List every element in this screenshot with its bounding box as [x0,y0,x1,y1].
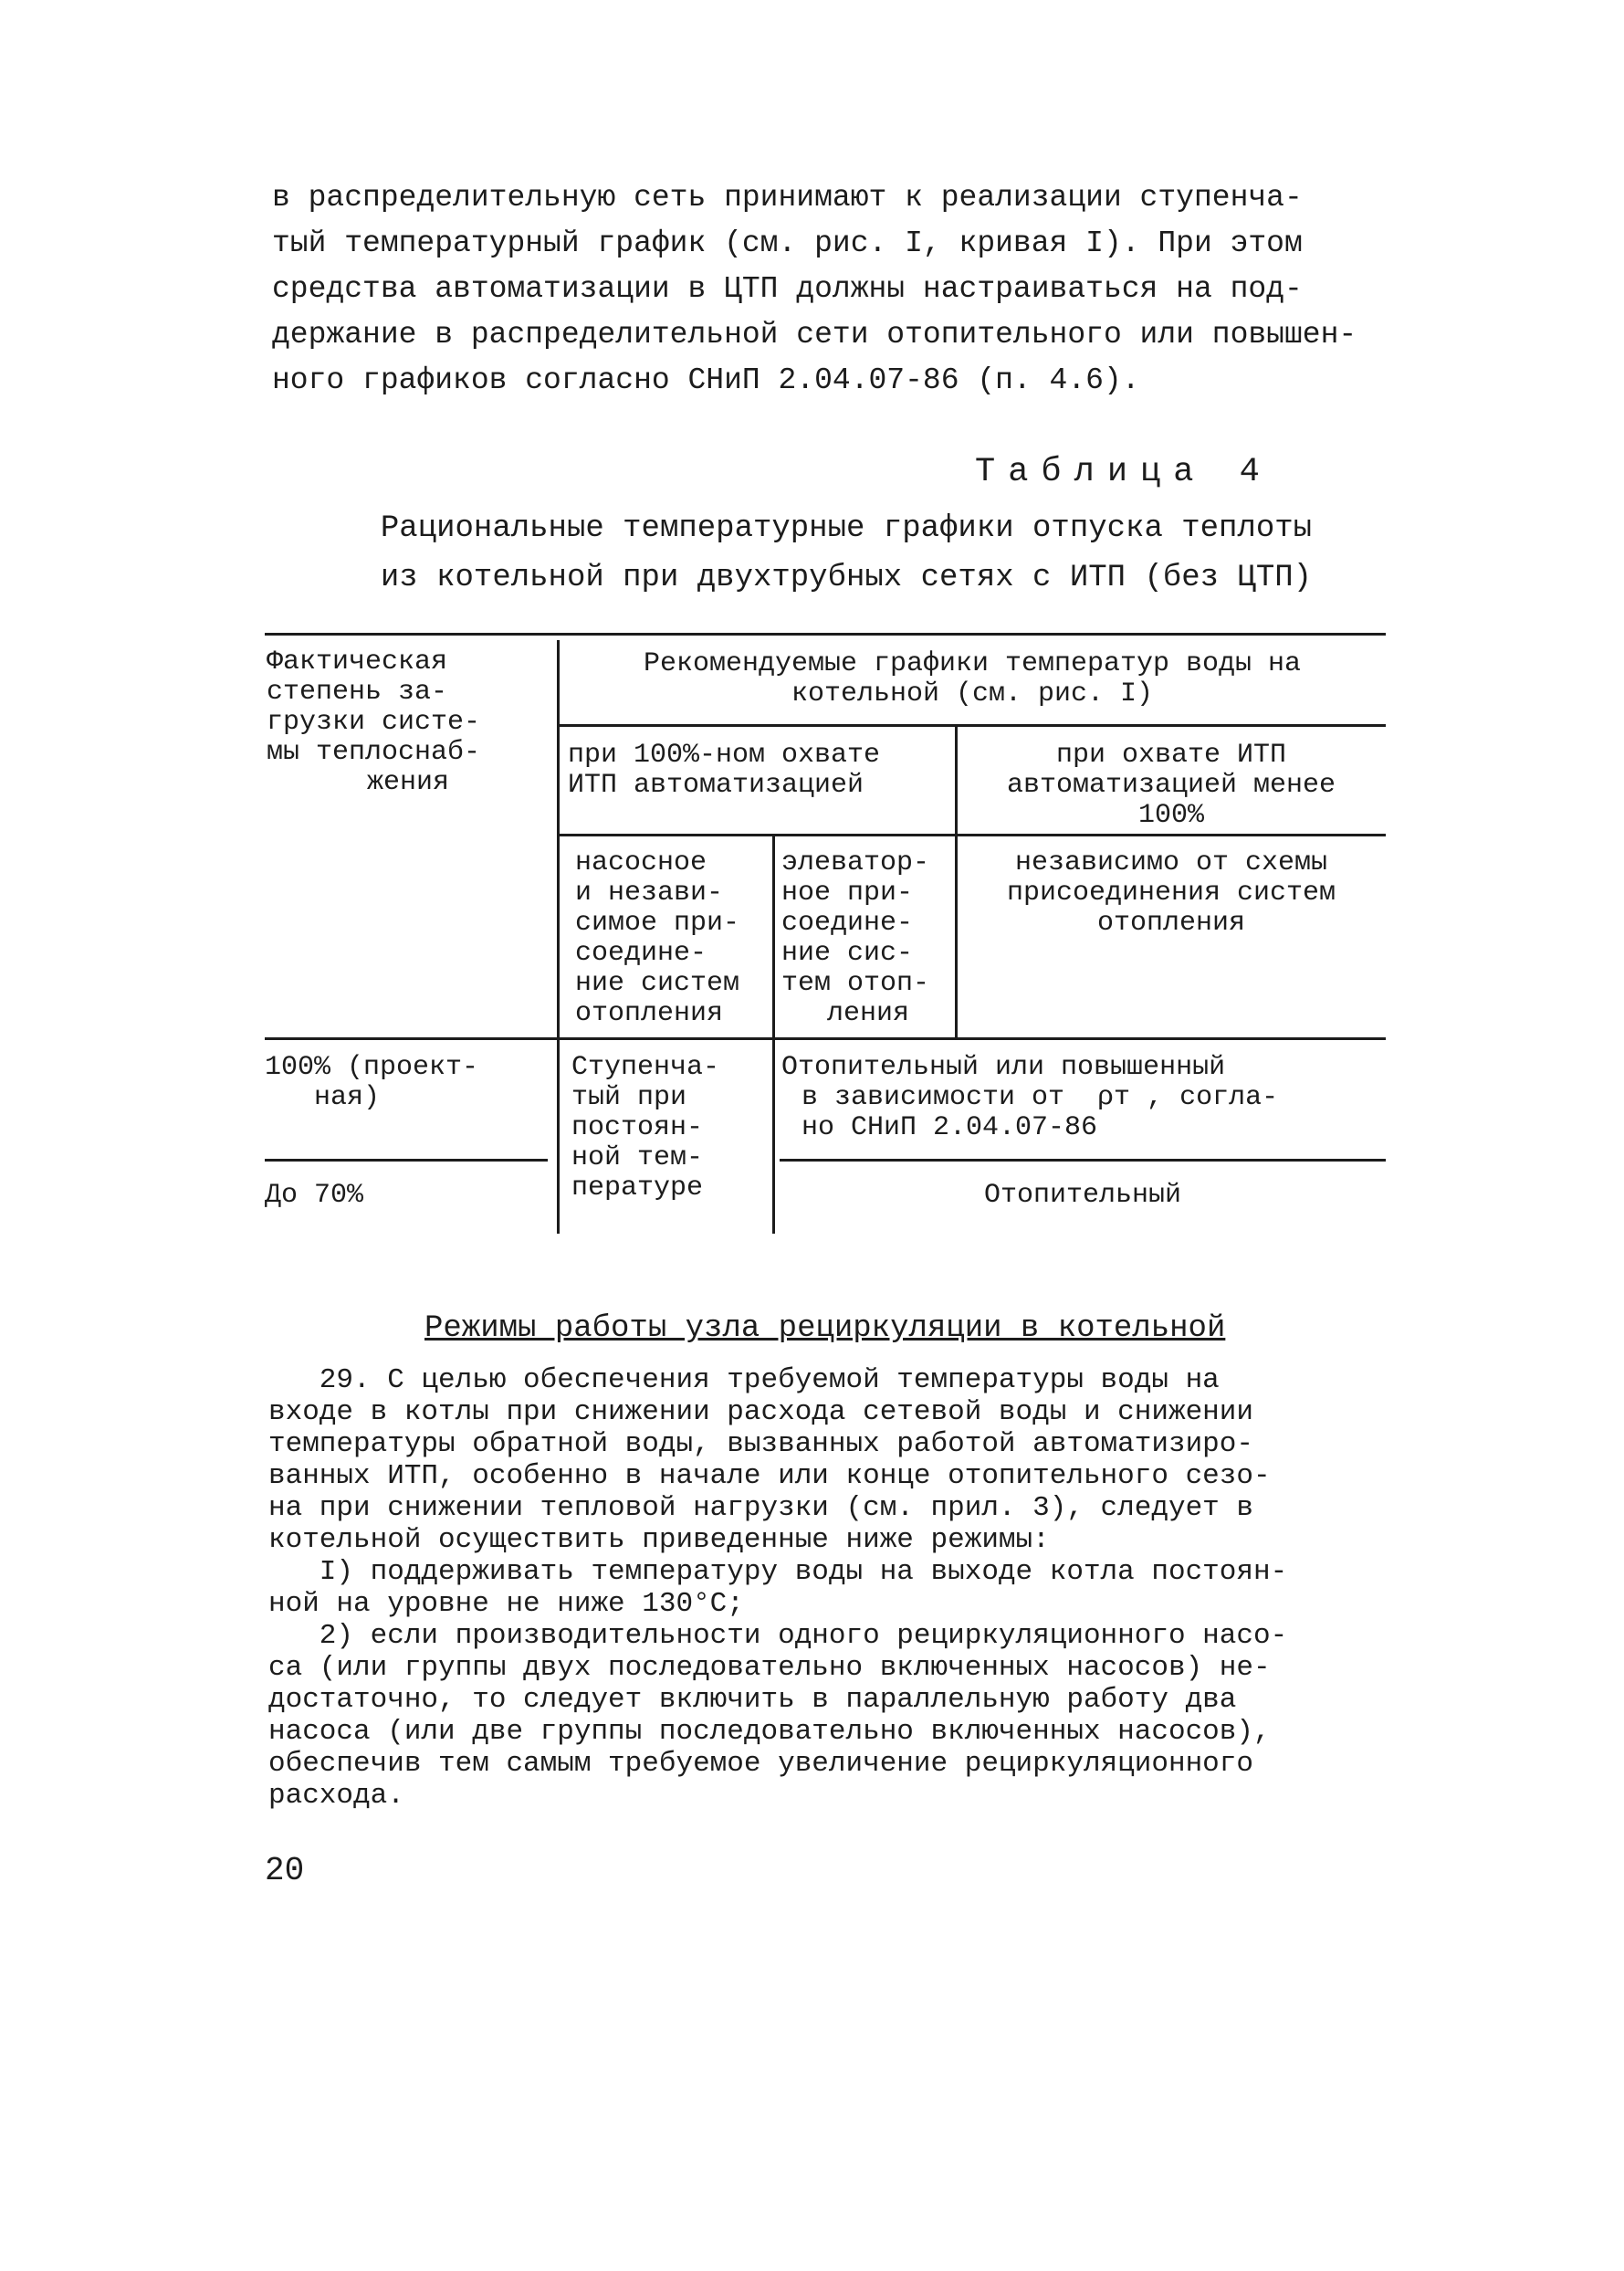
text-line: температуры обратной воды, вызванных работой автоматизиро- [268,1428,1253,1460]
page-number: 20 [265,1852,305,1889]
cell-line: ние систем [575,968,740,999]
header-load-degree [267,647,550,798]
cell-line: симое при- [575,908,740,939]
text-line: котельной осуществить приведенные ниже режимы: [268,1524,1050,1556]
cell-line: 100% [1137,800,1204,831]
text-line: са (или группы двух последовательно включенных насосов) не- [268,1652,1271,1684]
table-rule-row1-left [265,1159,548,1162]
cell-line: ной тем- [571,1142,704,1173]
header-recommended-schedules [566,649,1378,710]
cell-line: ное при- [781,878,914,909]
table-title [274,504,1419,603]
cell-line: ние сис- [781,938,914,969]
text-line: тый температурный график (см. рис. I, кривая I). При этом [272,226,1303,260]
cell-line: Рекомендуемые графики температур воды на [643,648,1302,679]
cell-line: тем отоп- [781,968,930,999]
header-partial-automation [959,741,1384,831]
section-heading: Режимы работы узла рециркуляции в котельной [424,1311,1226,1346]
intro-paragraph [272,175,1450,404]
cell-line: и незави- [575,878,724,909]
cell-line: мы теплоснаб- [267,737,481,768]
cell-line: жения [366,767,449,798]
cell-line: в зависимости от ρт , согла- [802,1082,1279,1113]
table-rule-top [265,633,1386,636]
cell-line: ная) [314,1082,381,1113]
cell-line: при охвате ИТП [1055,740,1287,771]
table-rule-col3 [955,724,958,1037]
cell-line: элеватор- [781,847,930,878]
header-full-automation [568,741,953,801]
text-line: расхода. [268,1780,404,1812]
cell-line: 100% (проект- [265,1052,479,1083]
cell-line: Ступенча- [571,1052,720,1083]
text-line: достаточно, то следует включить в параллельную работу два [268,1684,1237,1716]
section-body [268,1364,1428,1812]
cell-line: соедине- [781,908,914,939]
text-line: ванных ИТП, особенно в начале или конце отопительного сезо- [268,1460,1271,1492]
cell-line: отопления [1096,908,1246,939]
cell-line: постоян- [571,1112,704,1143]
cell-line: соедине- [575,938,707,969]
text-line: I) поддерживать температуру воды на выходе котла постоян- [268,1556,1288,1588]
row2-schedule-value: Отопительный [983,1180,1182,1211]
table-rule-group [557,724,1386,727]
cell-line: Фактическая [267,647,448,678]
stepped-schedule-cell [571,1053,770,1204]
row1-schedule-value [781,1053,1384,1143]
text-line: средства автоматизации в ЦТП должны настраиваться на под- [272,272,1303,306]
table-rule-header-bottom [265,1037,1386,1040]
table-title-line: из котельной при двухтрубных сетях с ИТП (без ЦТП) [380,561,1313,595]
cell-line: ИТП автоматизацией [568,770,864,801]
cell-line: тый при [571,1082,687,1113]
text-line: в распределительную сеть принимают к реализации ступенча- [272,181,1303,215]
cell-line: степень за- [267,677,448,708]
cell-line: присоединения систем [1006,878,1336,909]
cell-line: но СНиП 2.04.07-86 [802,1112,1098,1143]
text-line: ного графиков согласно СНиП 2.04.07-86 (п. 4.6). [272,363,1140,397]
text-line: ной на уровне не ниже 130°С; [268,1588,744,1620]
cell-line: ления [826,998,909,1029]
row2-load-value: До 70% [265,1180,364,1211]
table-rule-col2 [772,834,775,1234]
text-line: 2) если производительности одного рециркуляционного насо- [268,1620,1288,1652]
row1-load-value [265,1053,553,1113]
recommended-schedules-table [265,633,1386,1235]
table-label: Таблица 4 [975,453,1273,491]
cell-line: независимо от схемы [1014,847,1328,878]
cell-line: котельной (см. рис. I) [791,678,1154,710]
cell-line: грузки систе- [267,707,481,738]
cell-line: при 100%-ном охвате [568,740,881,771]
header-independent-scheme [962,848,1380,939]
cell-line: пературе [571,1172,704,1204]
cell-line: автоматизацией менее [1006,770,1336,801]
cell-line: отопления [575,998,724,1029]
cell-line: насосное [575,847,707,878]
header-pump-connection [575,848,770,1029]
text-line: держание в распределительной сети отопительного или повышен- [272,318,1357,352]
header-elevator-connection [781,848,955,1029]
cell-line: Отопительный или повышенный [781,1052,1226,1083]
table-title-line: Рациональные температурные графики отпуска теплоты [380,511,1313,546]
table-rule-col1 [557,640,560,1234]
table-rule-sub [557,834,1386,836]
text-line: входе в котлы при снижении расхода сетевой воды и снижении [268,1396,1253,1428]
text-line: обеспечив тем самым требуемое увеличение рециркуляционного [268,1748,1253,1780]
text-line: насоса (или две группы последовательно включенных насосов), [268,1716,1271,1748]
text-line: на при снижении тепловой нагрузки (см. прил. 3), следует в [268,1492,1253,1524]
table-rule-row1-right [780,1159,1386,1162]
text-line: 29. С целью обеспечения требуемой температуры воды на [268,1364,1220,1396]
